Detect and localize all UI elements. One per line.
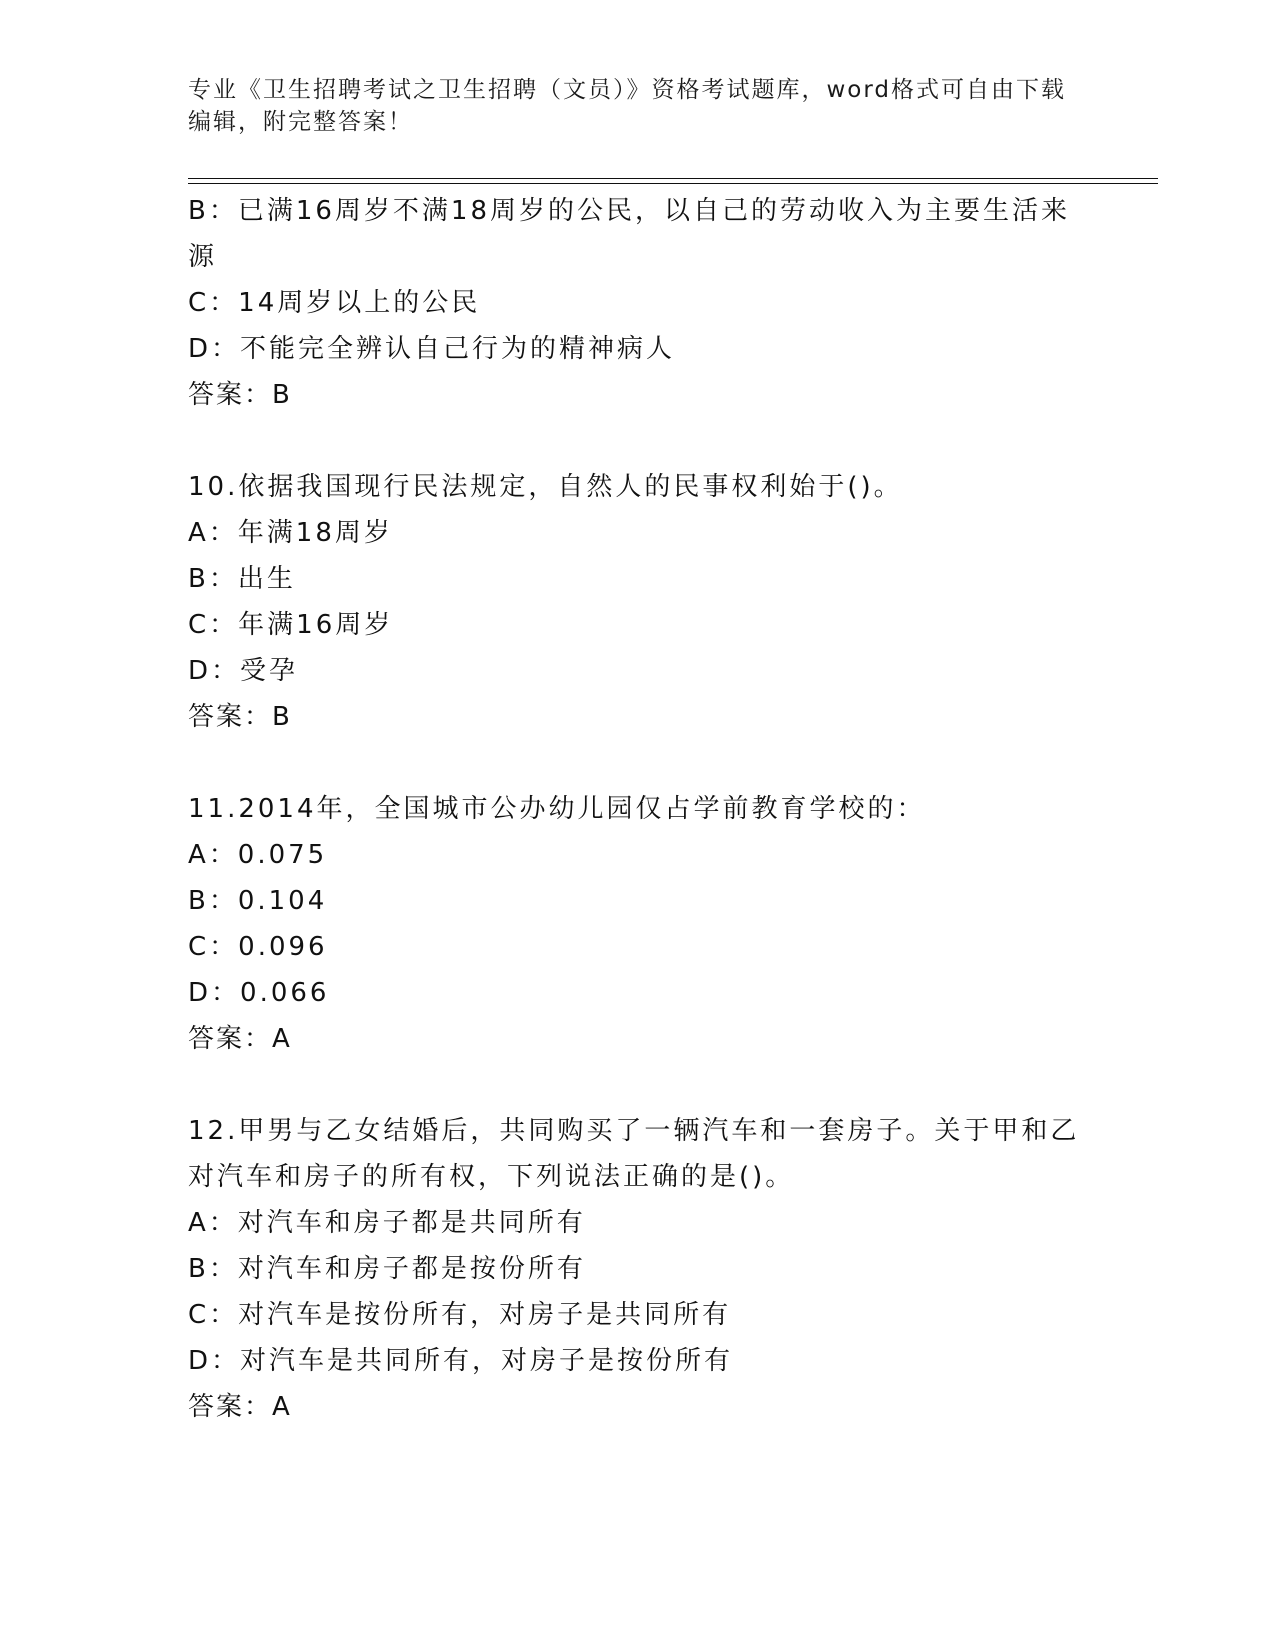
- question-list: [188, 188, 1088, 1430]
- answer: 答案：A: [188, 1392, 292, 1422]
- option-b-line-1: B：已满16周岁不满18周岁的公民，以自己的劳动收入为主要生活来: [188, 196, 1071, 226]
- option-d: D：对汽车是共同所有，对房子是按份所有: [188, 1346, 734, 1376]
- option-a: A：0.075: [188, 840, 328, 870]
- question-11-block: [188, 786, 1088, 1062]
- answer: 答案：A: [188, 1024, 292, 1054]
- spacer: [188, 1062, 1088, 1108]
- header-line-2: 编辑，附完整答案！: [188, 109, 413, 135]
- option-c: C：对汽车是按份所有，对房子是共同所有: [188, 1300, 732, 1330]
- option-b: B：0.104: [188, 886, 328, 916]
- question-text-line-1: 12.甲男与乙女结婚后，共同购买了一辆汽车和一套房子。关于甲和乙: [188, 1116, 1080, 1146]
- question-text-line-2: 对汽车和房子的所有权，下列说法正确的是()。: [188, 1162, 795, 1192]
- question-text: 10.依据我国现行民法规定，自然人的民事权利始于()。: [188, 472, 903, 502]
- option-a: A：年满18周岁: [188, 518, 393, 548]
- header-line-1: 专业《卫生招聘考试之卫生招聘（文员）》资格考试题库，word格式可自由下载: [188, 77, 1067, 103]
- option-c: C：14周岁以上的公民: [188, 288, 481, 318]
- header-rule-bottom: [188, 183, 1158, 184]
- option-d: D：0.066: [188, 978, 330, 1008]
- option-d: D：受孕: [188, 656, 299, 686]
- question-9-block: [188, 188, 1088, 418]
- question-text: 11.2014年，全国城市公办幼儿园仅占学前教育学校的：: [188, 794, 926, 824]
- option-c: C：年满16周岁: [188, 610, 394, 640]
- option-b-line-2: 源: [188, 242, 218, 272]
- answer: 答案：B: [188, 702, 292, 732]
- option-d: D：不能完全辨认自己行为的精神病人: [188, 334, 676, 364]
- spacer: [188, 418, 1088, 464]
- answer: 答案：B: [188, 380, 292, 410]
- option-b: B：出生: [188, 564, 296, 594]
- header-rule-top: [188, 178, 1158, 179]
- option-a: A：对汽车和房子都是共同所有: [188, 1208, 586, 1238]
- option-c: C：0.096: [188, 932, 328, 962]
- document-header: [188, 74, 1088, 138]
- question-10-block: [188, 464, 1088, 740]
- spacer: [188, 740, 1088, 786]
- option-b: B：对汽车和房子都是按份所有: [188, 1254, 586, 1284]
- question-12-block: [188, 1108, 1088, 1430]
